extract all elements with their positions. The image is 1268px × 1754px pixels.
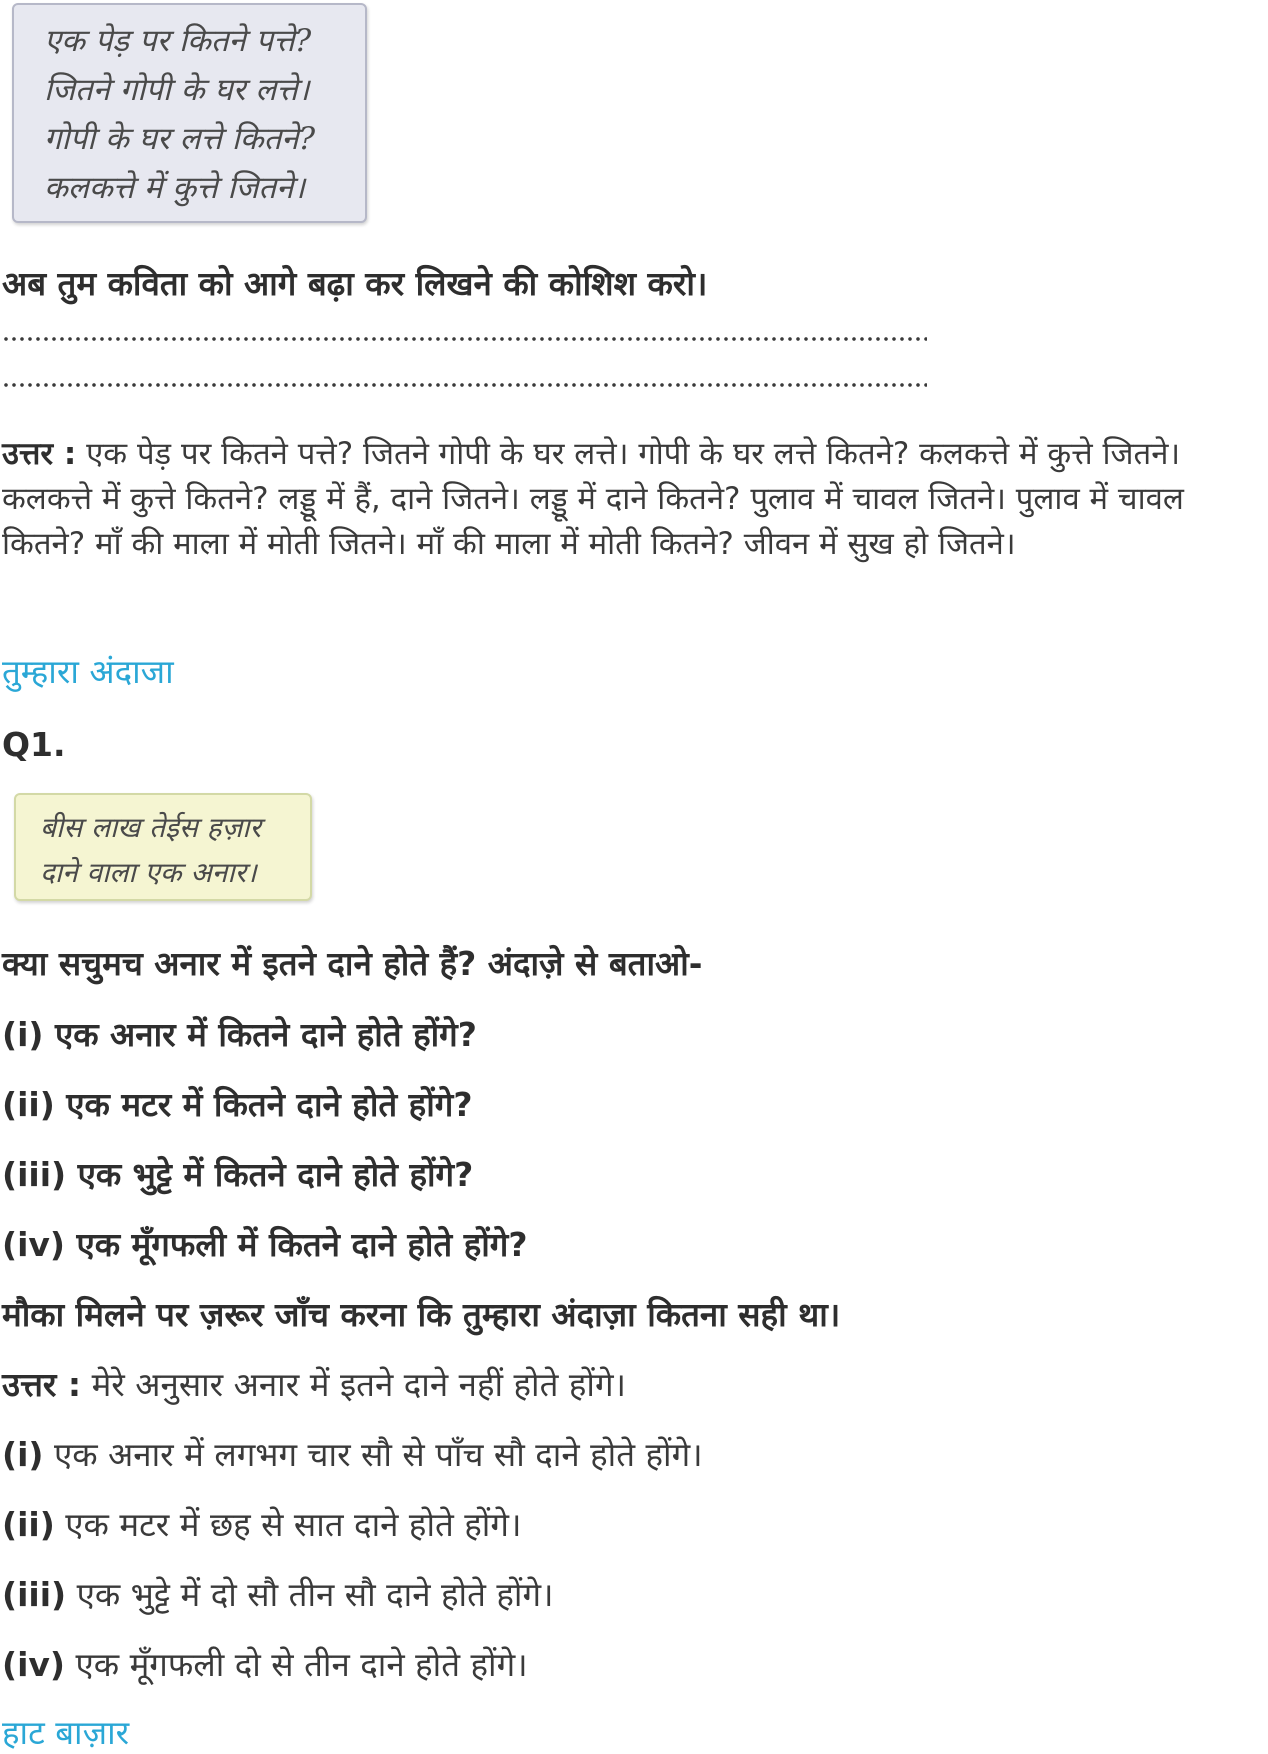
question-intro: क्या सचुमच अनार में इतने दाने होते हैं? अंदाज़े से बताओ- [2, 944, 703, 983]
answer-label: उत्तर : [2, 436, 77, 472]
answer-part-number: (ii) [2, 1505, 55, 1544]
answer-part-iv [2, 1643, 528, 1687]
answer-part-i [2, 1433, 703, 1477]
answer-estimate-intro [2, 1363, 626, 1407]
poem-line: दाने वाला एक अनार। [40, 856, 257, 889]
poem-line: गोपी के घर लत्ते कितने? [44, 121, 316, 157]
poem-box-pomegranate [14, 793, 312, 901]
question-part-iv: (iv) एक मूँगफली में कितने दाने होते होंगे? [2, 1225, 528, 1264]
poem-line: एक पेड़ पर कितने पत्ते? [44, 23, 312, 59]
question-number: Q1. [2, 725, 66, 764]
poem-line: कलकत्ते में कुत्ते जितने। [44, 170, 306, 206]
answer-extend-poem [2, 432, 1264, 567]
answer-part-number: (i) [2, 1435, 44, 1474]
answer-part-number: (iv) [2, 1645, 65, 1684]
answer-part-number: (iii) [2, 1575, 67, 1614]
answer-part-text: एक मूँगफली दो से तीन दाने होते होंगे। [65, 1645, 528, 1684]
answer-part-ii [2, 1503, 521, 1547]
poem-line: जितने गोपी के घर लत्ते। [44, 72, 310, 108]
answer-blank-line-1 [2, 337, 927, 341]
poem-line: बीस लाख तेईस हज़ार [40, 811, 261, 844]
poem-box-gopi [12, 3, 367, 223]
section-heading-market: हाट बाज़ार [2, 1713, 130, 1752]
answer-part-text: एक भुट्टे में दो सौ तीन सौ दाने होते होंगे। [66, 1575, 554, 1614]
answer-blank-line-2 [2, 383, 927, 387]
section-heading-estimate: तुम्हारा अंदाजा [2, 652, 174, 691]
question-part-iii: (iii) एक भुट्टे में कितने दाने होते होंगे? [2, 1155, 474, 1194]
answer-label: उत्तर : [2, 1365, 82, 1404]
question-part-ii: (ii) एक मटर में कितने दाने होते होंगे? [2, 1085, 473, 1124]
question-closing: मौका मिलने पर ज़रूर जाँच करना कि तुम्हारा अंदाज़ा कितना सही था। [2, 1295, 841, 1334]
question-extend-poem: अब तुम कविता को आगे बढ़ा कर लिखने की कोशिश करो। [2, 264, 708, 303]
answer-text: एक पेड़ पर कितने पत्ते? जितने गोपी के घर लत्ते। गोपी के घर लत्ते कितने? कलकत्ते में कुत्ते जितने। कलकत्ते में कुत्ते कितने? लड्डू में हैं, दाने जितने। लड्डू में दाने कितने? पुलाव में चावल जितने। पुलाव में चावल कितने? माँ की माला में मोती जितने। माँ की माला में मोती कितने? जीवन में सुख हो जितने। [2, 436, 1184, 562]
answer-part-text: एक अनार में लगभग चार सौ से पाँच सौ दाने होते होंगे। [43, 1435, 703, 1474]
answer-part-iii [2, 1573, 554, 1617]
answer-text: मेरे अनुसार अनार में इतने दाने नहीं होते होंगे। [81, 1365, 627, 1404]
question-part-i: (i) एक अनार में कितने दाने होते होंगे? [2, 1015, 477, 1054]
answer-part-text: एक मटर में छह से सात दाने होते होंगे। [54, 1505, 522, 1544]
